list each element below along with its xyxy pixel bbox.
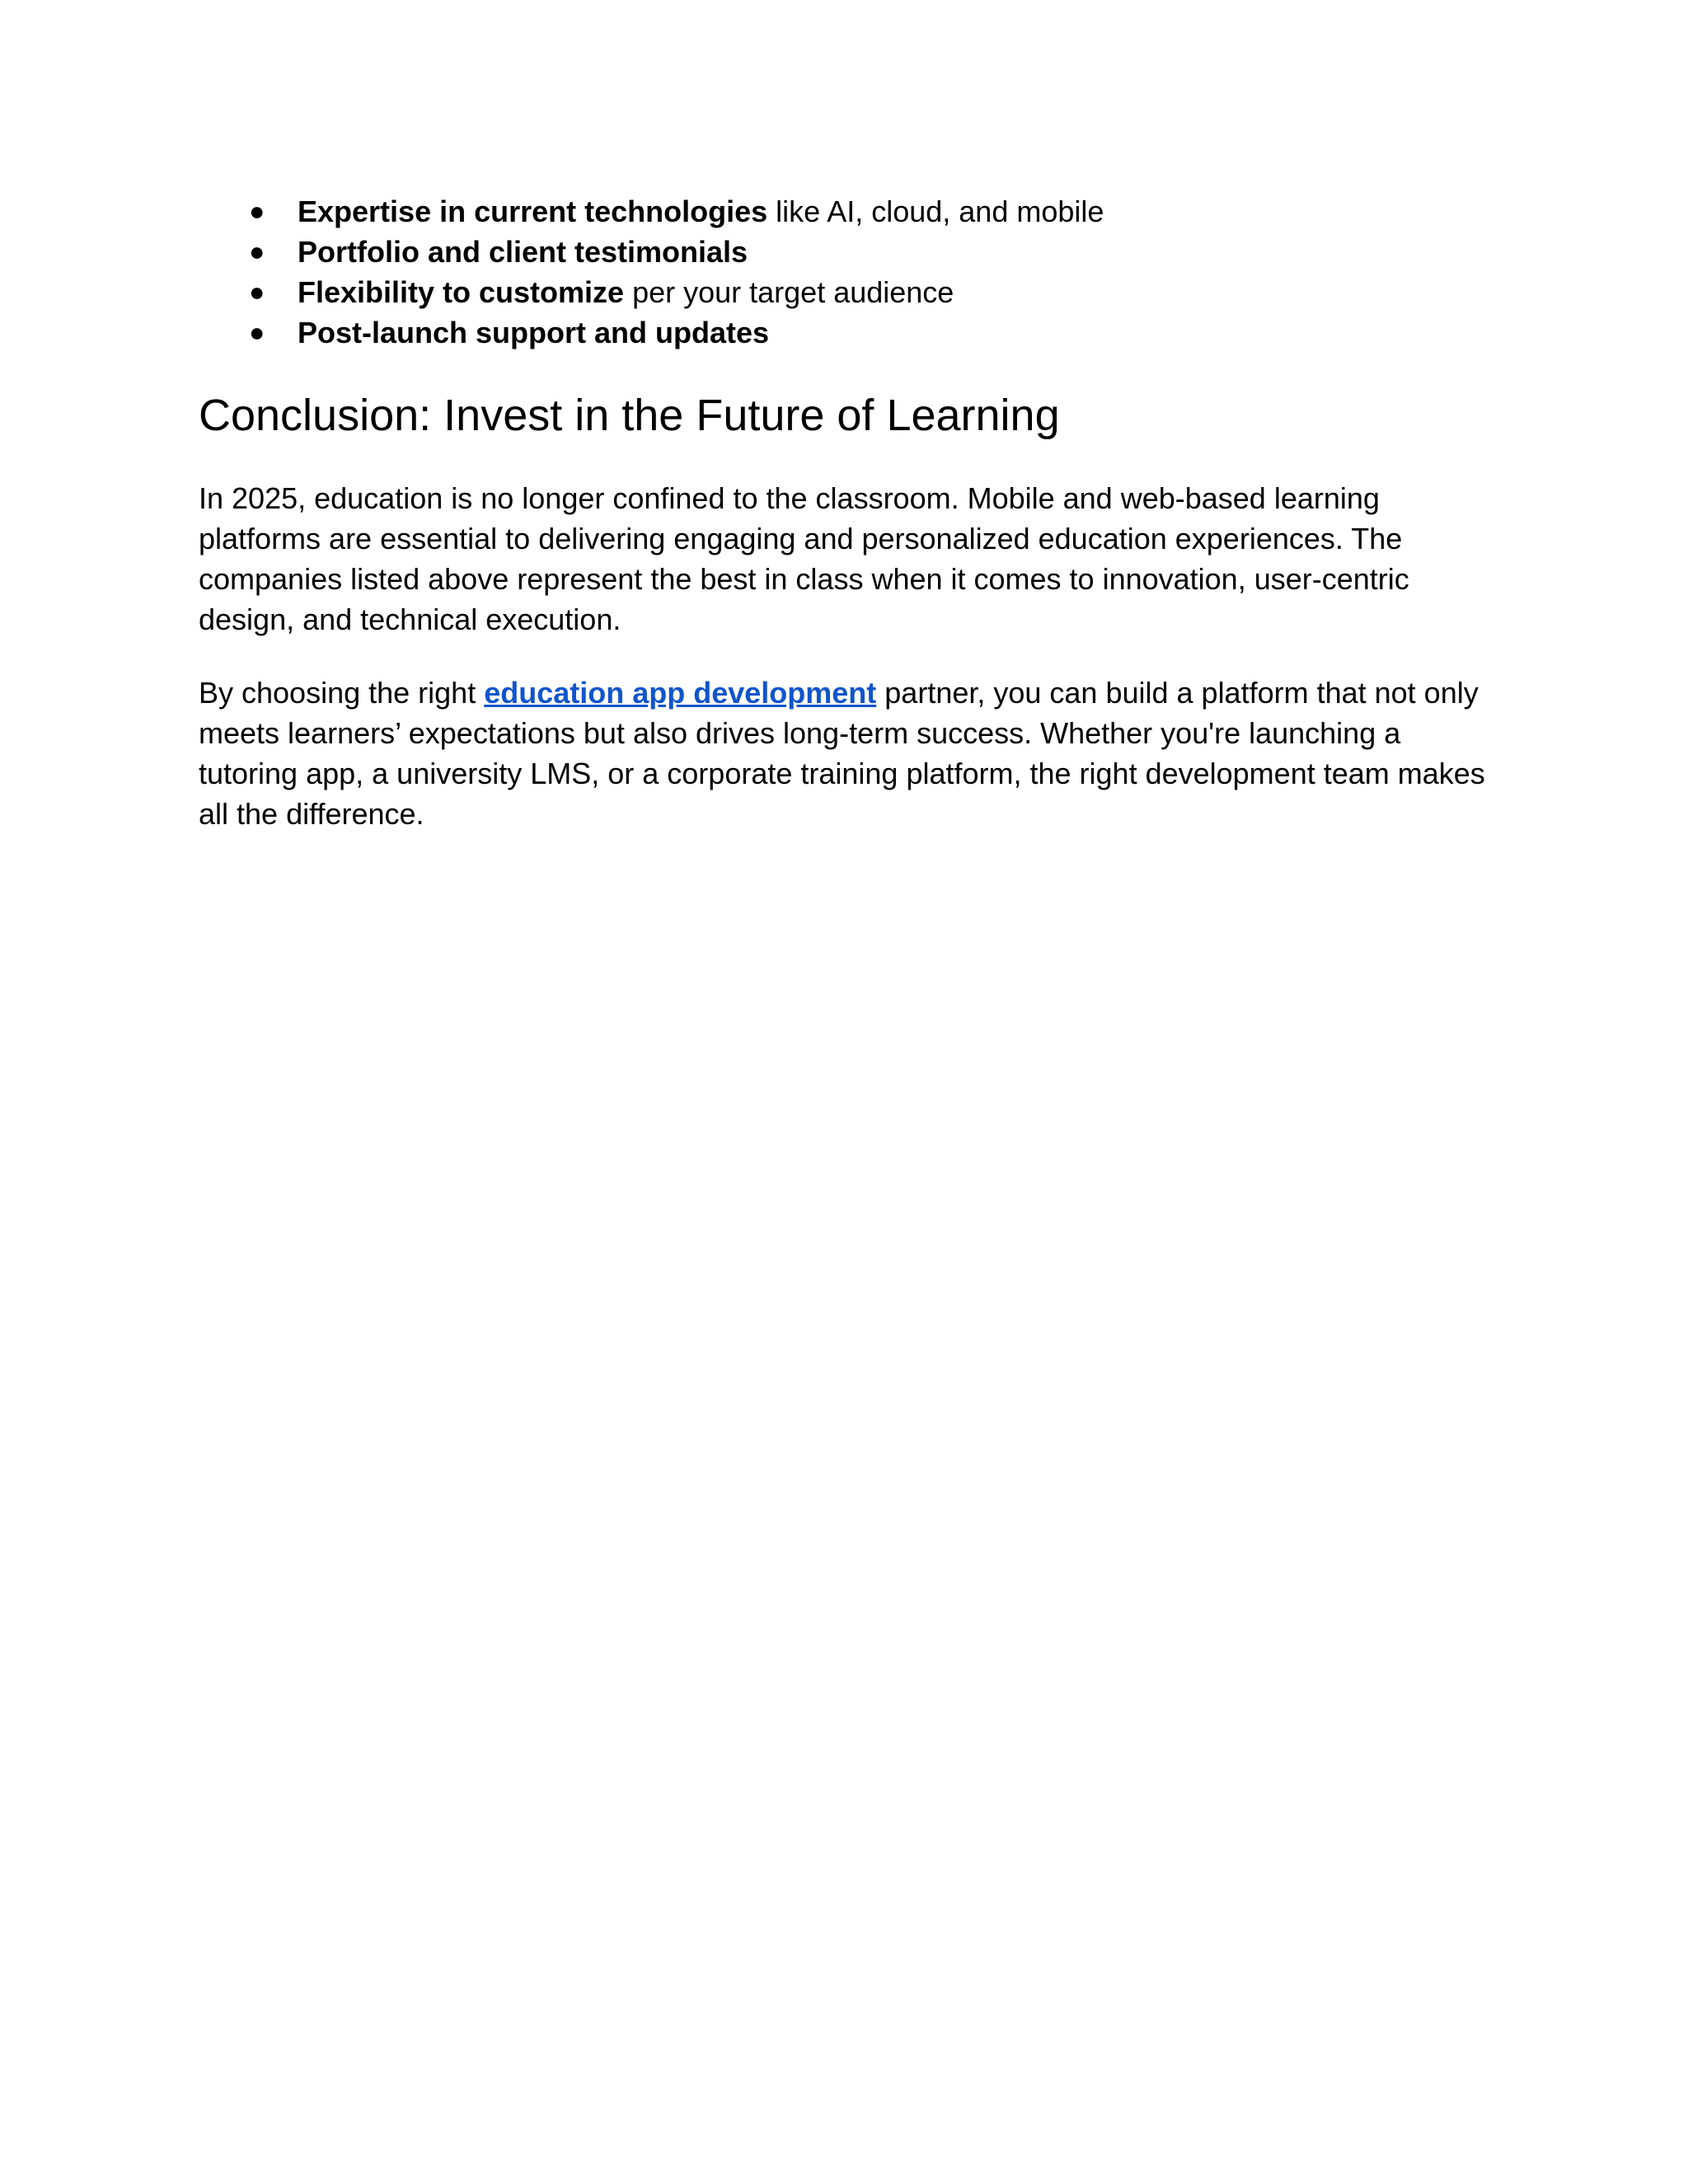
bullet-icon: ● xyxy=(249,277,265,307)
bullet-icon: ● xyxy=(249,196,265,226)
list-item xyxy=(199,272,1493,312)
list-item xyxy=(199,232,1493,272)
list-item-text: like AI, cloud, and mobile xyxy=(767,194,1104,228)
education-app-development-link[interactable]: education app development xyxy=(484,676,877,710)
feature-bullet-list xyxy=(199,191,1493,353)
list-item-bold-text: Post-launch support and updates xyxy=(298,316,770,349)
conclusion-paragraph-1: In 2025, education is no longer confined to the classroom. Mobile and web-based learning platforms are essential to delivering engaging and personalized education experiences. The companies listed above represent the best in class when it comes to innovation, user-centric design, and technical execution. xyxy=(199,481,1409,636)
list-item-text: per your target audience xyxy=(624,275,954,309)
document-content xyxy=(199,191,1493,834)
paragraph-text-before-link: By choosing the right xyxy=(199,676,485,710)
paragraph-text-after-link: partner, you can build a platform that not only meets learners’ expectations but also drives long-term success. Whether you're launching a tutoring app, a university LMS, or a corporate training platform, the right development team makes all the difference. xyxy=(199,676,1485,831)
list-item-bold-text: Flexibility to customize xyxy=(298,275,625,309)
bullet-icon: ● xyxy=(249,317,265,347)
list-item-bold-text: Expertise in current technologies xyxy=(298,194,768,228)
list-item xyxy=(199,191,1493,232)
bullet-icon: ● xyxy=(249,237,265,266)
conclusion-paragraph-2 xyxy=(199,673,1493,834)
conclusion-heading: Conclusion: Invest in the Future of Learning xyxy=(199,391,1060,440)
list-item xyxy=(199,312,1493,353)
list-item-bold-text: Portfolio and client testimonials xyxy=(298,235,748,269)
